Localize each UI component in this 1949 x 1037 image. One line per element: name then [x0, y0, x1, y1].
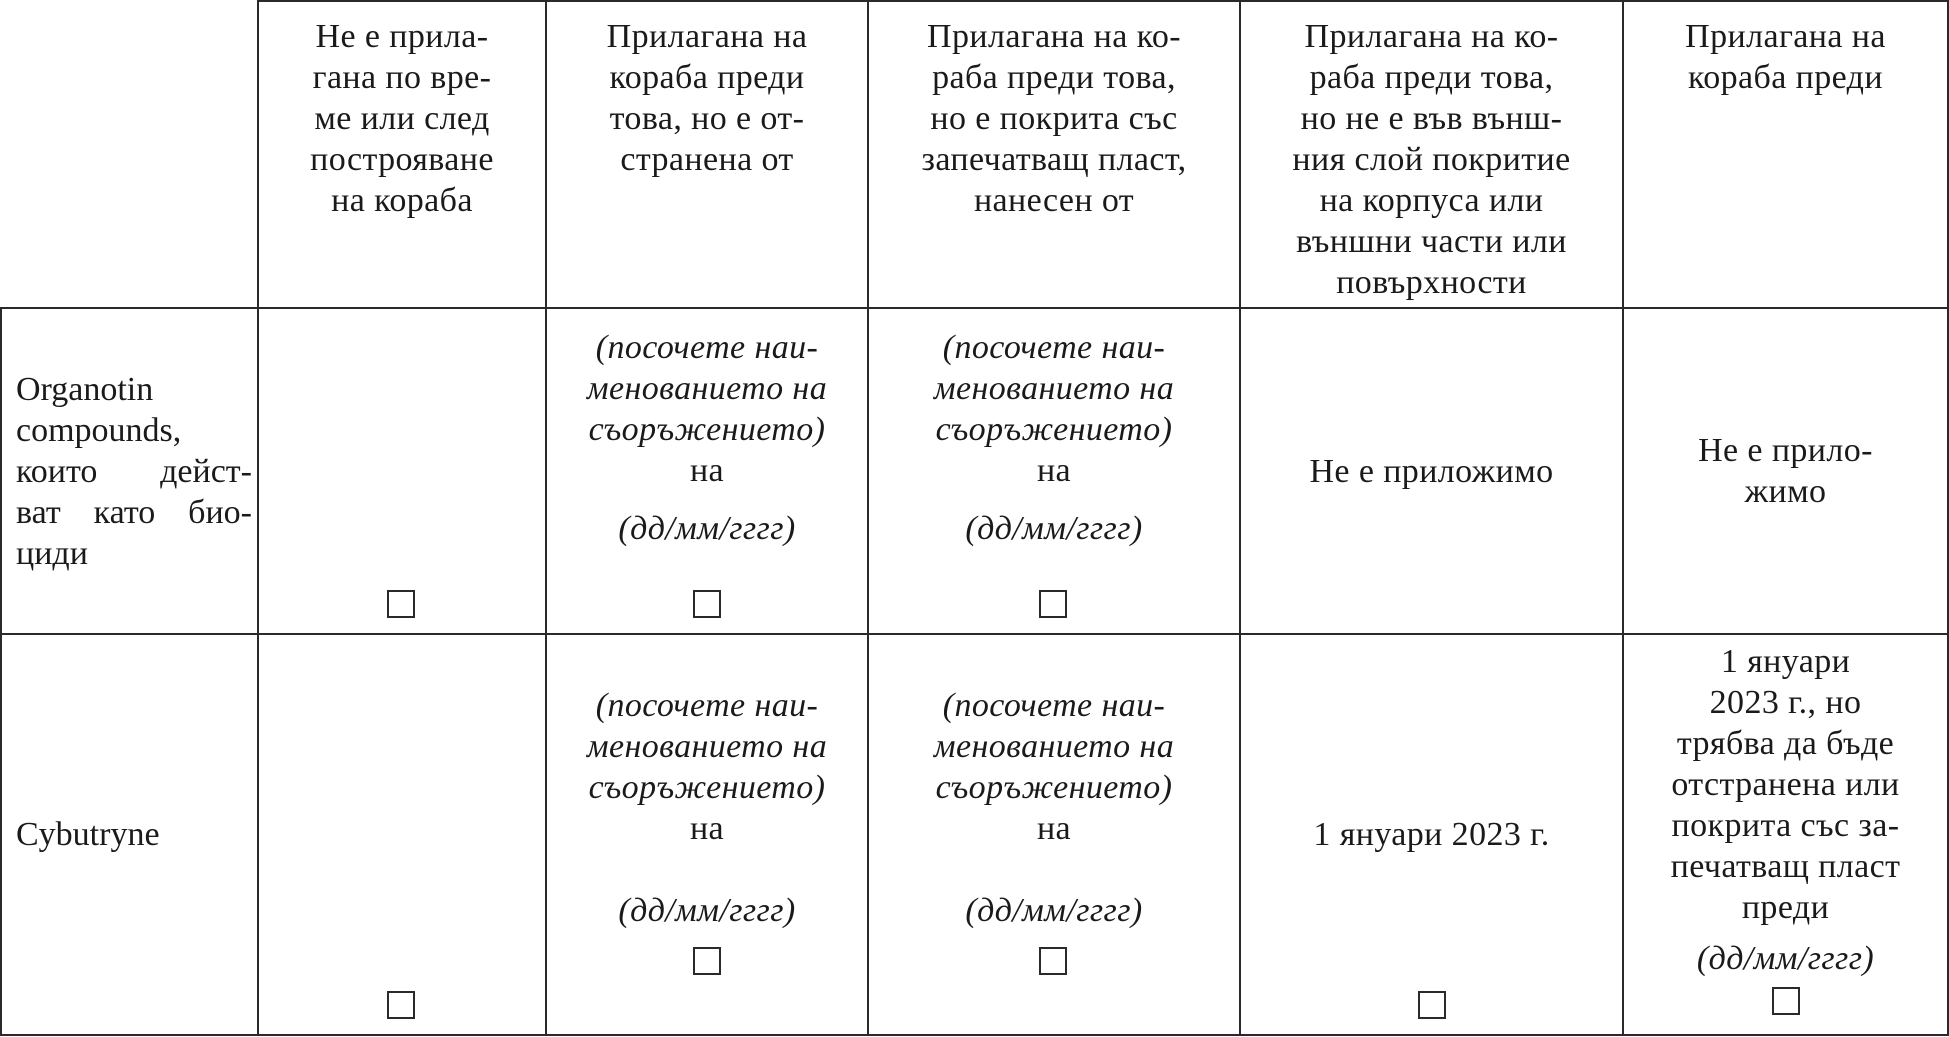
header-removed: Прилагана на кораба преди това, но е от- странена от [606, 18, 808, 178]
header-applied-before: Прилагана на кораба преди [1685, 18, 1886, 96]
cybutryne-sealed-cell: (посочете наи- менованието на съоръжението) на (дд/мм/гггг) [933, 687, 1175, 929]
cybutryne-not-applied-checkbox[interactable] [387, 991, 415, 1019]
cybutryne-applied-before-checkbox[interactable] [1772, 987, 1800, 1015]
table-border-bottom [0, 1034, 1949, 1036]
cybutryne-applied-before-cell: 1 януари 2023 г., но трябва да бъде отстранена или покрита със за- печатващ пласт преди (дд/мм/гггг) [1670, 643, 1901, 977]
cybutryne-external-checkbox[interactable] [1418, 991, 1446, 1019]
organotin-external-cell: Не е приложимо [1309, 452, 1554, 490]
row-label-cybutryne: Cybutryne [16, 816, 160, 853]
organotin-sealed-cell: (посочете наи- менованието на съоръжението) на (дд/мм/гггг) [933, 329, 1175, 547]
header-not-external-layer: Прилагана на ко- раба преди това, но не е във външ- ния слой покритие на корпуса или външни части или повърхности [1292, 18, 1571, 301]
organotin-sealed-checkbox[interactable] [1039, 590, 1067, 618]
header-not-applied: Не е прила- гана по вре- ме или след построяване на кораба [310, 18, 494, 219]
cybutryne-sealed-checkbox[interactable] [1039, 947, 1067, 975]
organotin-applied-before-cell: Не е прило- жимо [1698, 432, 1873, 510]
organotin-not-applied-checkbox[interactable] [387, 590, 415, 618]
cybutryne-external-cell: 1 януари 2023 г. [1313, 816, 1550, 853]
cybutryne-removed-checkbox[interactable] [693, 947, 721, 975]
organotin-removed-cell: (посочете наи- менованието на съоръжението) на (дд/мм/гггг) [586, 329, 828, 547]
cybutryne-removed-cell: (посочете наи- менованието на съоръжението) на (дд/мм/гггг) [586, 687, 828, 929]
organotin-removed-checkbox[interactable] [693, 590, 721, 618]
header-sealed: Прилагана на ко- раба преди това, но е покрита със запечатващ пласт, нанесен от [921, 18, 1187, 219]
row-label-organotin: Organotin compounds, които дейст- ват като био- циди [16, 370, 252, 572]
